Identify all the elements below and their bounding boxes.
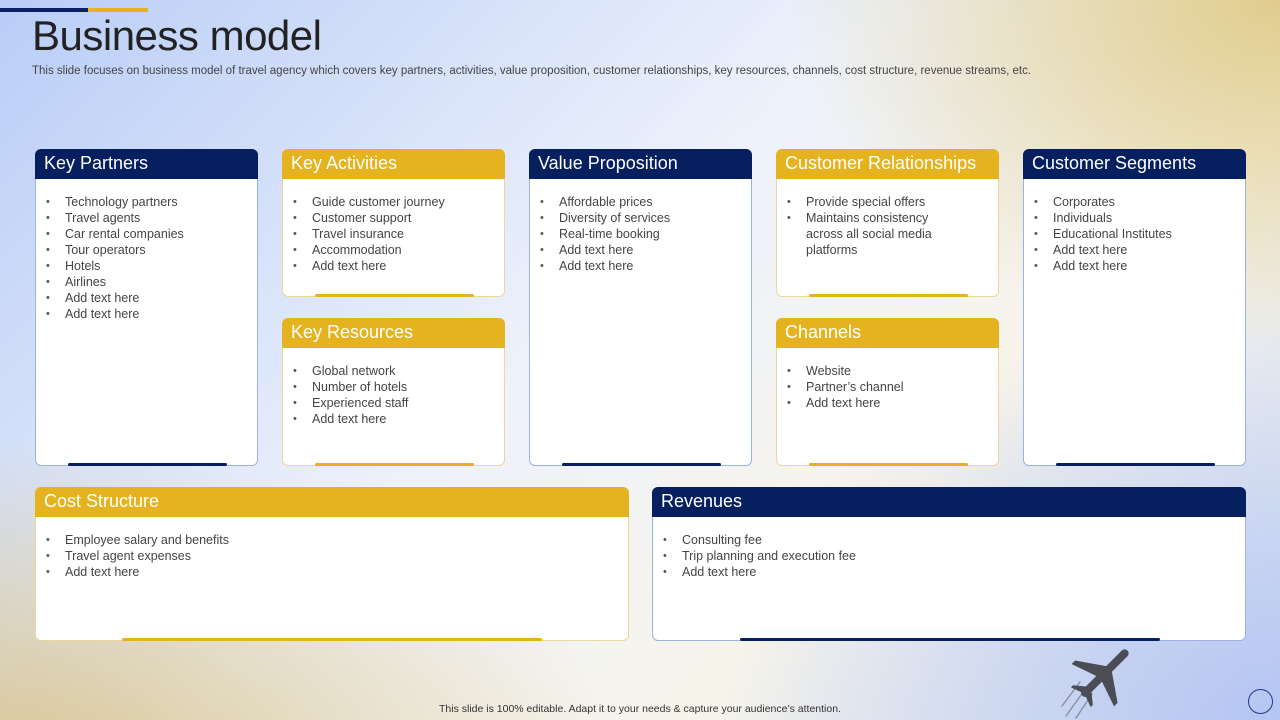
card-title: Cost Structure (35, 487, 629, 517)
card-title: Customer Relationships (776, 149, 999, 179)
list-item-text: • Add text here (1053, 259, 1128, 273)
list-item-text: • Customer support (312, 211, 412, 225)
list-item (292, 242, 496, 258)
card-key-activities[interactable] (282, 149, 505, 297)
list-item (45, 194, 249, 210)
list-item-text: • Add text here (65, 291, 140, 305)
list-item (786, 379, 990, 395)
card-list (786, 194, 938, 258)
list-item (539, 194, 743, 210)
list-item (1033, 194, 1237, 210)
card-title: Key Resources (282, 318, 505, 348)
list-item-text: • Individuals (1053, 211, 1113, 225)
list-item (786, 363, 990, 379)
list-item (45, 548, 620, 564)
list-item (45, 306, 249, 322)
list-item-text: • Car rental companies (65, 227, 184, 241)
list-item-text: • Add text here (65, 565, 140, 579)
list-item-text: • Provide special offers (806, 195, 926, 209)
card-customer-relationships[interactable] (776, 149, 999, 297)
list-item-text: • Guide customer journey (312, 195, 445, 209)
list-item-text: • Employee salary and benefits (65, 533, 229, 547)
card-list (539, 194, 743, 274)
list-item-text: • Real-time booking (559, 227, 660, 241)
list-item (45, 226, 249, 242)
list-item (786, 210, 938, 258)
card-list (786, 363, 990, 411)
card-title: Key Partners (35, 149, 258, 179)
list-item-text: • Add text here (559, 259, 634, 273)
list-item (539, 210, 743, 226)
page-subtitle: This slide focuses on business model of travel agency which covers key partners, activities, value proposition, customer relationships, key resources, channels, cost structure, revenue streams, etc. (32, 65, 1032, 77)
list-item-text: • Maintains consistency across all social media platforms (806, 211, 932, 257)
card-list (292, 194, 496, 274)
card-list (1033, 194, 1237, 274)
list-item-text: • Website (806, 364, 851, 378)
list-item-text: • Travel agents (65, 211, 141, 225)
card-list (662, 532, 1237, 580)
list-item (292, 411, 496, 427)
list-item-text: • Trip planning and execution fee (682, 549, 856, 563)
card-value-proposition[interactable] (529, 149, 752, 466)
list-item (662, 548, 1237, 564)
card-footer-bar (68, 463, 227, 466)
card-footer-bar (1056, 463, 1215, 466)
list-item-text: • Educational Institutes (1053, 227, 1172, 241)
list-item-text: • Add text here (559, 243, 634, 257)
list-item-text: • Airlines (65, 275, 106, 289)
list-item (292, 363, 496, 379)
card-key-resources[interactable] (282, 318, 505, 466)
list-item (292, 210, 496, 226)
list-item-text: • Add text here (1053, 243, 1128, 257)
card-footer-bar (809, 294, 968, 297)
list-item-text: • Diversity of services (559, 211, 671, 225)
card-title: Value Proposition (529, 149, 752, 179)
card-footer-bar (122, 638, 542, 641)
list-item (292, 258, 496, 274)
card-channels[interactable] (776, 318, 999, 466)
list-item (292, 194, 496, 210)
list-item-text: • Add text here (312, 412, 387, 426)
list-item-text: • Tour operators (65, 243, 146, 257)
list-item (539, 258, 743, 274)
list-item (662, 532, 1237, 548)
card-footer-bar (809, 463, 968, 466)
card-footer-bar (315, 294, 474, 297)
card-footer-bar (562, 463, 721, 466)
list-item-text: • Affordable prices (559, 195, 653, 209)
list-item (662, 564, 1237, 580)
list-item (45, 210, 249, 226)
list-item (786, 194, 938, 210)
list-item (45, 242, 249, 258)
card-title: Customer Segments (1023, 149, 1246, 179)
list-item (1033, 242, 1237, 258)
list-item (1033, 226, 1237, 242)
card-list (45, 532, 620, 580)
list-item-text: • Add text here (65, 307, 140, 321)
card-footer-bar (315, 463, 474, 466)
list-item-text: • Global network (312, 364, 396, 378)
list-item (1033, 210, 1237, 226)
list-item (1033, 258, 1237, 274)
card-title: Key Activities (282, 149, 505, 179)
list-item-text: • Partner’s channel (806, 380, 904, 394)
card-list (292, 363, 496, 427)
list-item-text: • Travel agent expenses (65, 549, 192, 563)
list-item (539, 242, 743, 258)
list-item-text: • Add text here (312, 259, 387, 273)
list-item-text: • Accommodation (312, 243, 402, 257)
card-list (45, 194, 249, 322)
footer-note: This slide is 100% editable. Adapt it to your needs & capture your audience’s attention. (439, 703, 841, 715)
card-customer-segments[interactable] (1023, 149, 1246, 466)
list-item (45, 564, 620, 580)
list-item-text: • Hotels (65, 259, 101, 273)
list-item (45, 258, 249, 274)
list-item-text: • Consulting fee (682, 533, 762, 547)
list-item (45, 274, 249, 290)
card-key-partners[interactable] (35, 149, 258, 466)
list-item-text: • Technology partners (65, 195, 178, 209)
list-item-text: • Add text here (682, 565, 757, 579)
list-item-text: • Corporates (1053, 195, 1115, 209)
page-title: Business model (32, 12, 322, 59)
list-item-text: • Add text here (806, 396, 881, 410)
list-item-text: • Travel insurance (312, 227, 404, 241)
card-revenues[interactable] (652, 487, 1246, 641)
list-item-text: • Number of hotels (312, 380, 408, 394)
list-item (292, 379, 496, 395)
list-item (539, 226, 743, 242)
list-item (786, 395, 990, 411)
list-item (45, 532, 620, 548)
card-title: Revenues (652, 487, 1246, 517)
list-item (292, 226, 496, 242)
card-title: Channels (776, 318, 999, 348)
card-cost-structure[interactable] (35, 487, 629, 641)
list-item (45, 290, 249, 306)
list-item (292, 395, 496, 411)
list-item-text: • Experienced staff (312, 396, 409, 410)
